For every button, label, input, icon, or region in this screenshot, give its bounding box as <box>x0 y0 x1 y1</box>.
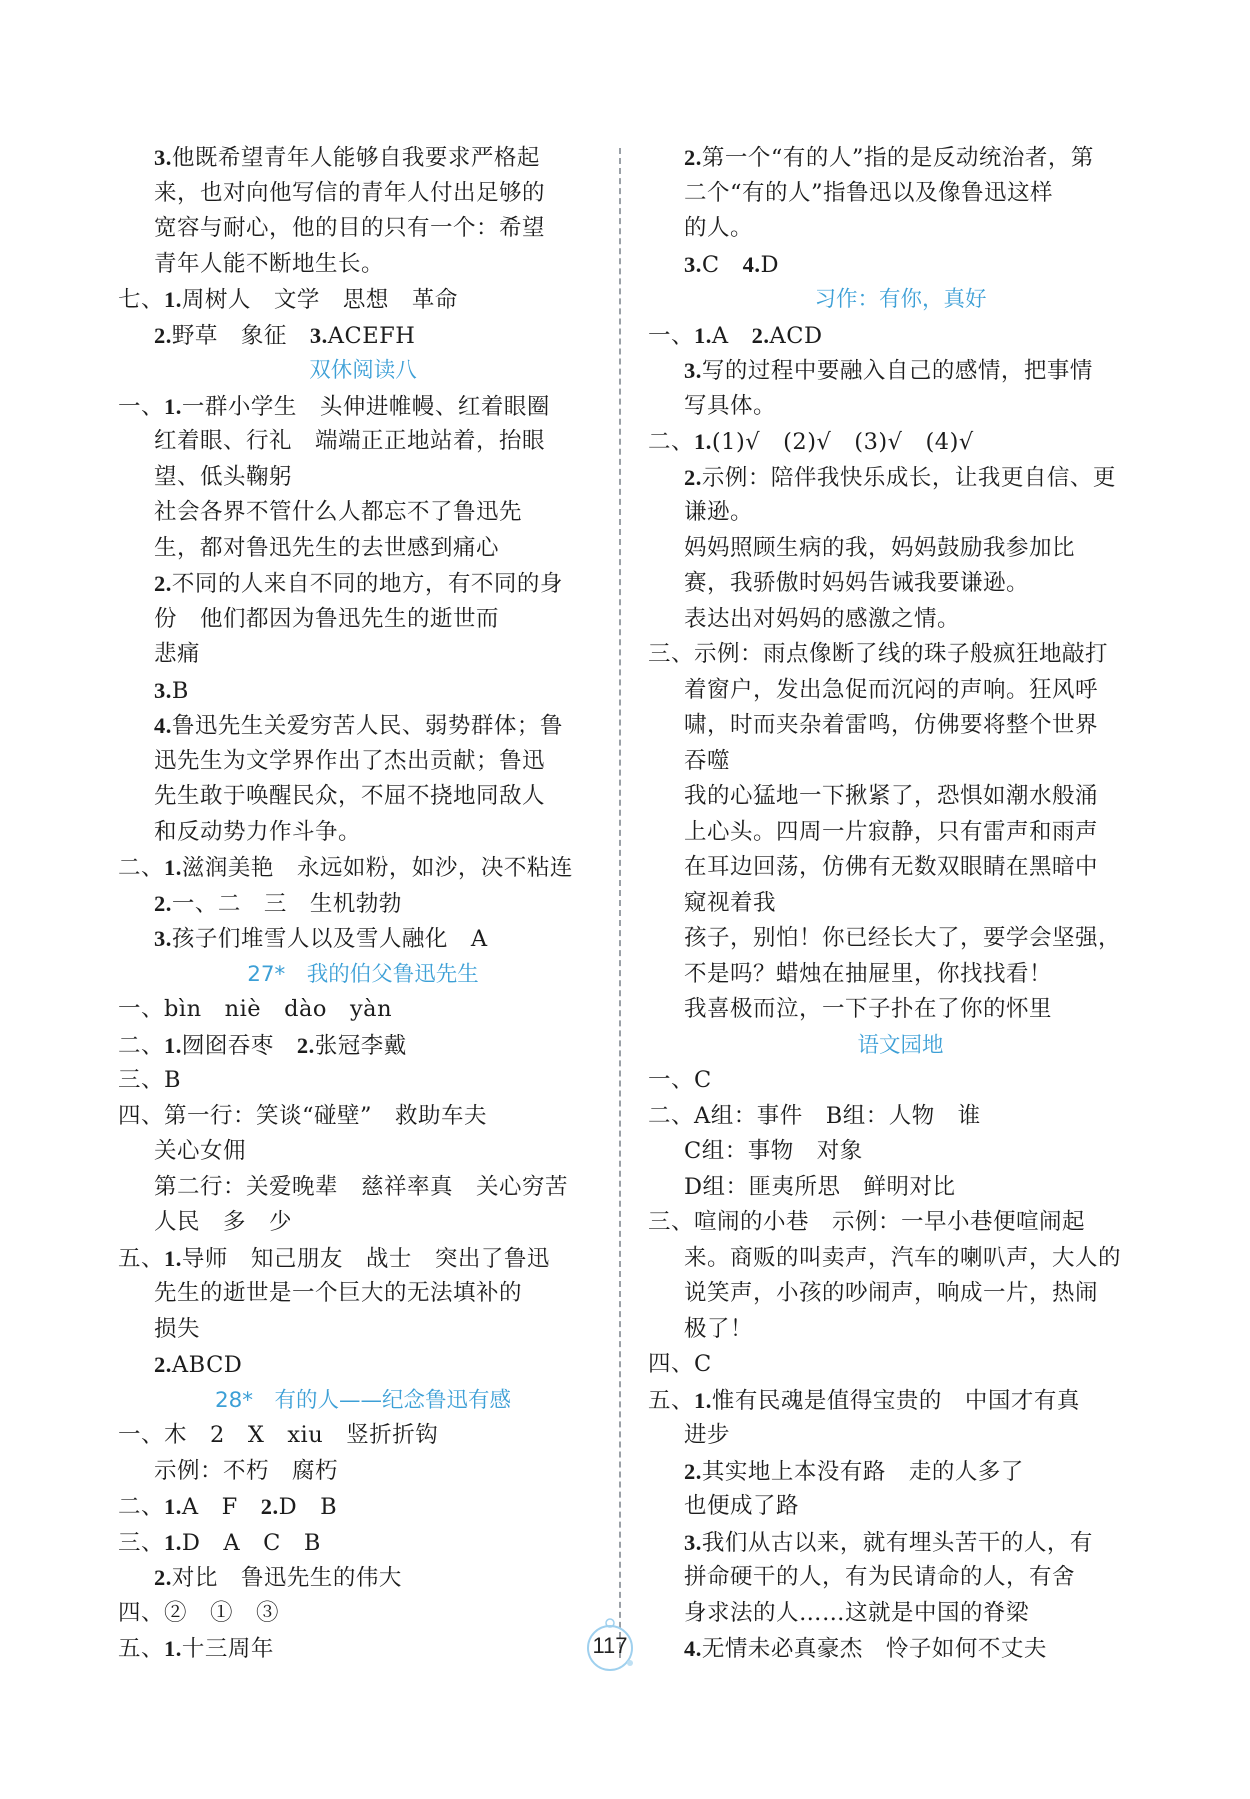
item-prefix: 七、 <box>118 287 165 313</box>
item-number: 3. <box>684 1529 702 1555</box>
answer-line <box>648 1063 1153 1099</box>
answer-text: 红着眼、行礼 端端正正地站着，抬眼 <box>154 428 546 454</box>
answer-line <box>118 1454 608 1490</box>
answer-text: 份 他们都因为鲁迅先生的逝世而 <box>154 605 500 632</box>
answer-line <box>118 1596 608 1632</box>
answer-line <box>648 708 1153 744</box>
item-number: 3. <box>154 677 172 703</box>
answer-text: 一、二 三 生机勃勃 <box>171 890 402 917</box>
item-number: 2. <box>154 322 172 348</box>
item-number: 2. <box>260 1494 279 1519</box>
answer-text: 第一行：笑谈“碰壁” 救助车夫 <box>164 1102 488 1129</box>
answer-line <box>648 424 1153 460</box>
item-number: 3. <box>684 358 702 383</box>
item-prefix: 一、 <box>118 393 165 420</box>
answer-text: 说笑声，小孩的吵闹声，响成一片，热闹 <box>684 1280 1099 1306</box>
answer-line <box>118 673 608 709</box>
answer-text: 不同的人来自不同的地方，有不同的身 <box>171 571 563 597</box>
item-prefix: 三、 <box>118 1067 165 1093</box>
answer-line <box>118 637 608 673</box>
answer-column-right <box>648 140 1153 1667</box>
answer-line <box>118 424 608 460</box>
answer-text: B <box>164 1067 182 1093</box>
answer-line <box>648 673 1153 709</box>
answer-text: D <box>760 251 780 278</box>
answer-text: bìn niè dào yàn <box>164 996 393 1022</box>
answer-text: ABCD <box>171 1352 243 1378</box>
item-prefix: 二、 <box>648 429 695 455</box>
answer-text: 望、低头鞠躬 <box>154 463 293 490</box>
answer-text: C <box>701 251 743 278</box>
answer-text: 在耳边回荡，仿佛有无数双眼睛在黑暗中 <box>684 854 1099 880</box>
item-number: 1. <box>164 1529 182 1555</box>
answer-line <box>118 1063 608 1099</box>
answer-text: 着窗户，发出急促而沉闷的声响。狂风呼 <box>684 676 1099 703</box>
item-prefix: 一、 <box>648 322 695 349</box>
item-number: 2. <box>751 322 770 348</box>
item-number: 2. <box>684 145 702 170</box>
answer-line <box>648 1134 1153 1170</box>
answer-text: 示例：雨点像断了线的珠子般疯狂地敲打 <box>694 641 1109 667</box>
answer-line <box>648 460 1153 496</box>
answer-line <box>118 602 608 638</box>
page-number: 117 <box>592 1633 628 1658</box>
answer-text: 生，都对鲁迅先生的去世感到痛心 <box>154 534 500 561</box>
item-number: 3. <box>309 322 328 348</box>
answer-text: 妈妈照顾生病的我，妈妈鼓励我参加比 <box>684 534 1076 561</box>
answer-text: 滋润美艳 永远如粉，如沙，决不粘连 <box>181 855 573 881</box>
answer-line <box>648 1241 1153 1277</box>
answer-line <box>648 1525 1153 1561</box>
answer-text: 鲁迅先生关爱穷苦人民、弱势群体；鲁 <box>171 713 563 739</box>
item-number: 1. <box>164 1032 182 1058</box>
item-number: 1. <box>164 1494 182 1519</box>
answer-line <box>648 1418 1153 1454</box>
answer-text: 写具体。 <box>684 392 777 419</box>
answer-text: 青年人能不断地生长。 <box>154 250 385 277</box>
item-number: 1. <box>164 1636 182 1661</box>
answer-text: 喧闹的小巷 示例：一早小巷便喧闹起 <box>694 1209 1086 1235</box>
item-number: 4. <box>154 713 172 738</box>
answer-line <box>648 566 1153 602</box>
answer-text: 损失 <box>154 1315 201 1342</box>
answer-text: 关心女佣 <box>154 1138 247 1164</box>
answer-text: 拼命硬干的人，有为民请命的人，有舍 <box>684 1564 1076 1590</box>
answer-text: D B <box>278 1494 338 1520</box>
answer-line <box>118 1418 608 1454</box>
item-number: 4. <box>742 251 761 277</box>
answer-text: 迅先生为文学界作出了杰出贡献；鲁迅 <box>154 747 546 774</box>
answer-text: 他既希望青年人能够自我要求严格起 <box>171 145 540 171</box>
item-number: 1. <box>694 322 712 348</box>
answer-line <box>648 850 1153 886</box>
answer-line <box>648 744 1153 780</box>
item-prefix: 五、 <box>118 1245 165 1272</box>
answer-text: 对比 鲁迅先生的伟大 <box>171 1565 402 1591</box>
answer-text: 示例：陪伴我快乐成长，让我更自信、更 <box>701 464 1116 491</box>
answer-line <box>118 140 608 176</box>
answer-text: 上心头。四周一片寂静，只有雷声和雨声 <box>684 818 1099 845</box>
answer-text: 和反动势力作斗争。 <box>154 818 362 845</box>
answer-line <box>648 247 1153 283</box>
item-number: 3. <box>154 145 172 170</box>
answer-text: 啸，时而夹杂着雷鸣，仿佛要将整个世界 <box>684 712 1099 738</box>
answer-text: A F <box>181 1494 261 1520</box>
answer-line <box>118 1347 608 1383</box>
item-prefix: 二、 <box>118 1032 165 1059</box>
answer-text: 惟有民魂是值得宝贵的 中国才有真 <box>711 1387 1080 1414</box>
answer-line <box>118 1631 608 1667</box>
answer-text: D A C B <box>181 1529 321 1556</box>
item-number: 2. <box>154 890 172 916</box>
answer-text: 孩子们堆雪人以及雪人融化 A <box>171 926 488 952</box>
answer-text: 我们从古以来，就有埋头苦干的人，有 <box>701 1529 1093 1556</box>
answer-text: 也便成了路 <box>684 1493 800 1519</box>
item-prefix: 一、 <box>118 996 165 1022</box>
answer-line <box>118 1170 608 1206</box>
answer-text: 极了！ <box>684 1315 754 1342</box>
answer-line <box>118 318 608 354</box>
section-heading: 习作：有你，真好 <box>814 287 987 312</box>
item-number: 1. <box>164 855 182 880</box>
answer-text: A <box>711 322 752 349</box>
item-number: 1. <box>164 287 182 312</box>
item-number: 1. <box>694 1387 712 1413</box>
item-prefix: 四、 <box>118 1102 165 1129</box>
answer-line <box>648 389 1153 425</box>
answer-text: 先生敢于唤醒民众，不屈不挠地同敌人 <box>154 783 546 809</box>
section-heading: 27* 我的伯父鲁迅先生 <box>247 961 479 987</box>
answer-text: 无情未必真豪杰 怜子如何不丈夫 <box>701 1636 1047 1662</box>
answer-text: 的人。 <box>684 215 754 241</box>
answer-line <box>118 992 608 1028</box>
answer-line <box>118 566 608 602</box>
answer-text: 第一个“有的人”指的是反动统治者，第 <box>701 145 1094 171</box>
answer-line <box>648 176 1153 212</box>
answer-line <box>648 992 1153 1028</box>
answer-line <box>118 1489 608 1525</box>
answer-text: 囫囵吞枣 <box>181 1032 297 1059</box>
item-number: 4. <box>684 1636 702 1661</box>
answer-line <box>648 957 1153 993</box>
answer-text: ACD <box>769 322 823 349</box>
answer-line <box>118 1241 608 1277</box>
answer-line <box>118 1028 608 1064</box>
answer-text: 窥视着我 <box>684 889 777 916</box>
answer-line <box>118 247 608 283</box>
answer-line <box>648 921 1153 957</box>
item-prefix: 一、 <box>118 1422 165 1448</box>
answer-text: 一群小学生 头伸进帷幔、红着眼圈 <box>181 393 550 420</box>
item-number: 2. <box>154 1352 172 1377</box>
answer-line <box>648 815 1153 851</box>
section-heading: 语文园地 <box>857 1032 944 1058</box>
answer-line <box>118 1276 608 1312</box>
answer-line <box>118 1134 608 1170</box>
answer-text: 身求法的人……这就是中国的脊梁 <box>684 1599 1030 1626</box>
answer-line <box>118 460 608 496</box>
answer-line <box>648 211 1153 247</box>
item-number: 2. <box>684 464 702 490</box>
item-number: 2. <box>154 1565 172 1590</box>
answer-line <box>648 1383 1153 1419</box>
answer-line <box>118 282 608 318</box>
answer-line <box>118 176 608 212</box>
item-prefix: 二、 <box>118 1494 165 1520</box>
item-prefix: 三、 <box>648 641 695 667</box>
item-number: 3. <box>684 251 702 277</box>
answer-text: 宽容与耐心，他的目的只有一个：希望 <box>154 215 546 241</box>
column-divider <box>619 148 621 1658</box>
answer-text: 悲痛 <box>154 641 201 667</box>
answer-text: 社会各界不管什么人都忘不了鲁迅先 <box>154 499 523 525</box>
item-prefix: 四、 <box>648 1351 695 1377</box>
answer-line <box>118 1525 608 1561</box>
item-prefix: 二、 <box>118 855 165 881</box>
answer-line <box>118 1560 608 1596</box>
answer-line <box>648 1170 1153 1206</box>
answer-line <box>648 353 1153 389</box>
answer-text: 来，也对向他写信的青年人付出足够的 <box>154 179 546 206</box>
item-number: 3. <box>154 926 172 951</box>
answer-text: 周树人 文学 思想 革命 <box>181 287 458 313</box>
answer-line <box>648 1276 1153 1312</box>
answer-text: 导师 知己朋友 战士 突出了鲁迅 <box>181 1245 550 1272</box>
answer-text: (1)√ (2)√ (3)√ (4)√ <box>711 429 974 455</box>
item-prefix: 一、 <box>648 1067 695 1093</box>
answer-text: 写的过程中要融入自己的感情，把事情 <box>701 358 1093 384</box>
answer-text: 谦逊。 <box>684 499 754 525</box>
answer-text: 来。商贩的叫卖声，汽车的喇叭声，大人的 <box>684 1244 1122 1271</box>
answer-line <box>648 1631 1153 1667</box>
answer-text: 不是吗？蜡烛在抽屉里，你找找看！ <box>684 960 1053 987</box>
answer-line <box>648 886 1153 922</box>
answer-text: 表达出对妈妈的感激之情。 <box>684 605 961 632</box>
answer-line <box>118 531 608 567</box>
answer-text: 示例：不朽 腐朽 <box>154 1457 339 1484</box>
item-number: 1. <box>694 429 712 454</box>
item-number: 1. <box>164 393 182 419</box>
item-prefix: 五、 <box>118 1636 165 1662</box>
answer-line <box>648 602 1153 638</box>
answer-text: D组：匪夷所思 鲜明对比 <box>684 1173 956 1200</box>
answer-line <box>648 1312 1153 1348</box>
section-heading: 28* 有的人——纪念鲁迅有感 <box>214 1387 512 1413</box>
answer-text: 野草 象征 <box>171 322 310 349</box>
section-heading: 双休阅读八 <box>309 358 417 383</box>
item-number: 1. <box>164 1245 182 1271</box>
answer-line <box>118 779 608 815</box>
answer-text: 进步 <box>684 1422 731 1448</box>
item-number: 2. <box>684 1458 702 1484</box>
answer-line <box>118 1312 608 1348</box>
answer-line <box>648 1454 1153 1490</box>
answer-line <box>118 886 608 922</box>
answer-text: 我喜极而泣，一下子扑在了你的怀里 <box>684 996 1053 1022</box>
answer-line <box>118 815 608 851</box>
item-prefix: 四、 <box>118 1599 165 1626</box>
answer-text: 张冠李戴 <box>314 1032 407 1059</box>
item-number: 2. <box>296 1032 315 1058</box>
answer-text: 木 2 X xiu 竖折折钩 <box>164 1422 439 1448</box>
answer-text: A组：事件 B组：人物 谁 <box>694 1102 981 1129</box>
answer-text: C <box>694 1351 712 1377</box>
answer-text: 先生的逝世是一个巨大的无法填补的 <box>154 1280 523 1306</box>
answer-text: 十三周年 <box>181 1636 274 1662</box>
answer-line <box>648 637 1153 673</box>
answer-line <box>648 1347 1153 1383</box>
answer-line <box>118 389 608 425</box>
answer-line <box>118 211 608 247</box>
answer-text: 吞噬 <box>684 747 731 774</box>
answer-line <box>648 495 1153 531</box>
answer-text: 赛，我骄傲时妈妈告诫我要谦逊。 <box>684 570 1030 596</box>
item-prefix: 五、 <box>648 1387 695 1414</box>
answer-line <box>648 531 1153 567</box>
answer-line <box>648 140 1153 176</box>
answer-line <box>648 1560 1153 1596</box>
answer-line <box>648 1205 1153 1241</box>
answer-text: 其实地上本没有路 走的人多了 <box>701 1458 1024 1485</box>
answer-line <box>118 744 608 780</box>
answer-text: 人民 多 少 <box>154 1209 293 1235</box>
answer-line <box>648 779 1153 815</box>
item-prefix: 三、 <box>648 1209 695 1235</box>
answer-line <box>648 1596 1153 1632</box>
answer-line <box>118 850 608 886</box>
answer-line <box>118 1205 608 1241</box>
answer-text: C组：事物 对象 <box>684 1138 863 1164</box>
answer-line <box>118 1099 608 1135</box>
answer-text: 孩子，别怕！你已经长大了，要学会坚强， <box>684 925 1122 951</box>
answer-line <box>648 1489 1153 1525</box>
answer-text: ACEFH <box>327 322 416 349</box>
answer-text: 我的心猛地一下揪紧了，恐惧如潮水般涌 <box>684 783 1099 809</box>
answer-text: 二个“有的人”指鲁迅以及像鲁迅这样 <box>684 179 1054 206</box>
answer-text: ② ① ③ <box>164 1599 280 1626</box>
answer-line <box>118 495 608 531</box>
item-prefix: 二、 <box>648 1102 695 1129</box>
answer-line <box>648 1099 1153 1135</box>
answer-column-left <box>118 140 608 1667</box>
answer-text: 第二行：关爱晚辈 慈祥率真 关心穷苦 <box>154 1173 569 1200</box>
item-prefix: 三、 <box>118 1529 165 1556</box>
answer-line <box>648 318 1153 354</box>
answer-line <box>118 921 608 957</box>
item-number: 2. <box>154 571 172 596</box>
answer-text: B <box>171 677 189 704</box>
answer-line <box>118 708 608 744</box>
answer-text: C <box>694 1067 712 1093</box>
